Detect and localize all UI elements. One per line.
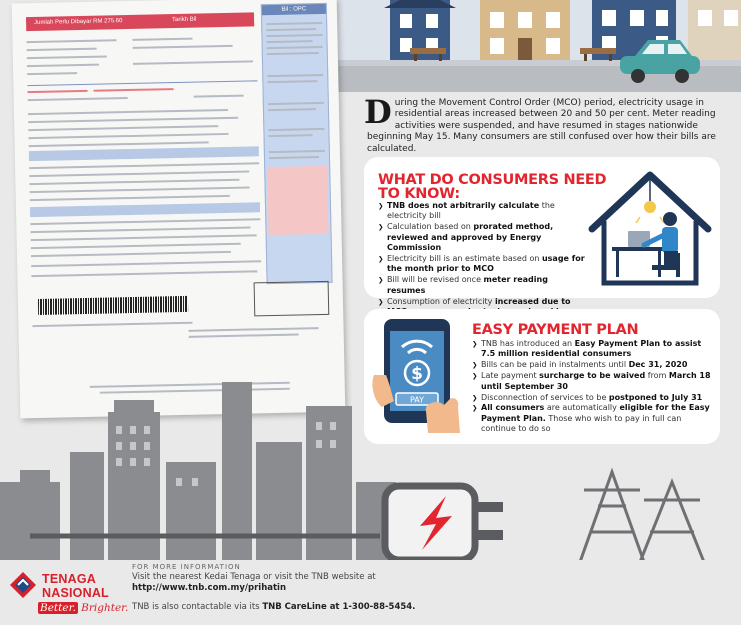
list-item: ❯ Bills can be paid in instalments until Dec 31, 2020 xyxy=(472,360,712,370)
bill-header xyxy=(26,12,254,31)
work-from-home-icon xyxy=(582,165,718,289)
bill-amount-due: Jumlah Perlu Dibayar RM 275.60 xyxy=(34,18,123,26)
town-illustration xyxy=(330,0,741,92)
intro-paragraph xyxy=(364,93,717,155)
consumers-info-card xyxy=(364,157,720,306)
logo-tagline xyxy=(38,602,128,614)
bill-info-box xyxy=(254,281,330,317)
bill-side-title: Bil : OPC xyxy=(262,4,326,15)
consumers-card-title-line1: WHAT DO CONSUMERS NEED xyxy=(378,172,607,188)
electric-plug-icon xyxy=(385,486,503,560)
list-item: ❯ Electricity bill is an estimate based on usage for the month prior to MCO xyxy=(378,254,586,275)
tnb-website-link[interactable]: http://www.tnb.com.my/prihatin xyxy=(132,583,287,593)
pay-label: PAY xyxy=(409,395,425,405)
more-info-heading: FOR MORE INFORMATION xyxy=(132,563,241,571)
visit-text: Visit the nearest Kedai Tenaga or visit the TNB website at xyxy=(132,572,376,582)
electricity-bill-image xyxy=(12,0,346,418)
tnb-logo-mark-icon xyxy=(8,570,38,600)
consumers-card-title xyxy=(378,173,606,201)
power-tower-icon xyxy=(580,472,704,562)
tnb-logo xyxy=(8,566,129,620)
list-item: ❯ Disconnection of services to be postponed to July 31 xyxy=(472,393,712,403)
city-skyline-illustration xyxy=(0,382,741,562)
consumers-card-title-line2: TO KNOW: xyxy=(378,186,460,202)
footer xyxy=(0,560,741,625)
list-item: ❯ TNB does not arbitrarily calculate the electricity bill xyxy=(378,201,586,222)
list-item: ❯ Calculation based on prorated method, reviewed and approved by Energy Commission xyxy=(378,222,586,253)
bill-side-panel xyxy=(261,3,333,284)
bill-barcode xyxy=(38,296,188,315)
list-item: ❯ All consumers are automatically eligible for the Easy Payment Plan. Those who wish to pay in full can continue to do so xyxy=(472,403,712,434)
bill-tariff-box xyxy=(267,166,328,235)
logo-line1: TENAGA xyxy=(42,572,96,586)
tagline-b: Brighter. xyxy=(81,602,129,614)
dollar-icon: $ xyxy=(411,364,423,384)
intro-text: uring the Movement Control Order (MCO) period, electricity usage in residential areas increased between 20 and 50 per cent. Meter reading activities were suspended, and have resumed in stages nationwide beginning May 15. Many consumers are still confused over how their bills are calculated. xyxy=(367,98,716,154)
careline-number: TNB CareLine at 1-300-88-5454. xyxy=(262,602,416,612)
list-item: ❯ TNB has introduced an Easy Payment Plan to assist 7.5 million residential consumers xyxy=(472,339,712,360)
list-item: ❯ Bill will be revised once meter reading resumes xyxy=(378,275,586,296)
easy-payment-title: EASY PAYMENT PLAN xyxy=(472,322,639,338)
drop-cap: D xyxy=(364,93,392,131)
bill-date-label: Tarikh Bil xyxy=(171,16,197,24)
logo-line2: NASIONAL xyxy=(42,586,109,600)
list-item: ❯ Late payment surcharge to be waived from March 18 until September 30 xyxy=(472,371,712,392)
careline-text: TNB is also contactable via its TNB CareLine at 1-300-88-5454. xyxy=(132,602,416,612)
houses-illustration xyxy=(330,0,741,92)
tagline-a: Better. xyxy=(40,602,76,614)
list-item: ❯ Consumption of electricity increased due to xyxy=(378,297,586,328)
